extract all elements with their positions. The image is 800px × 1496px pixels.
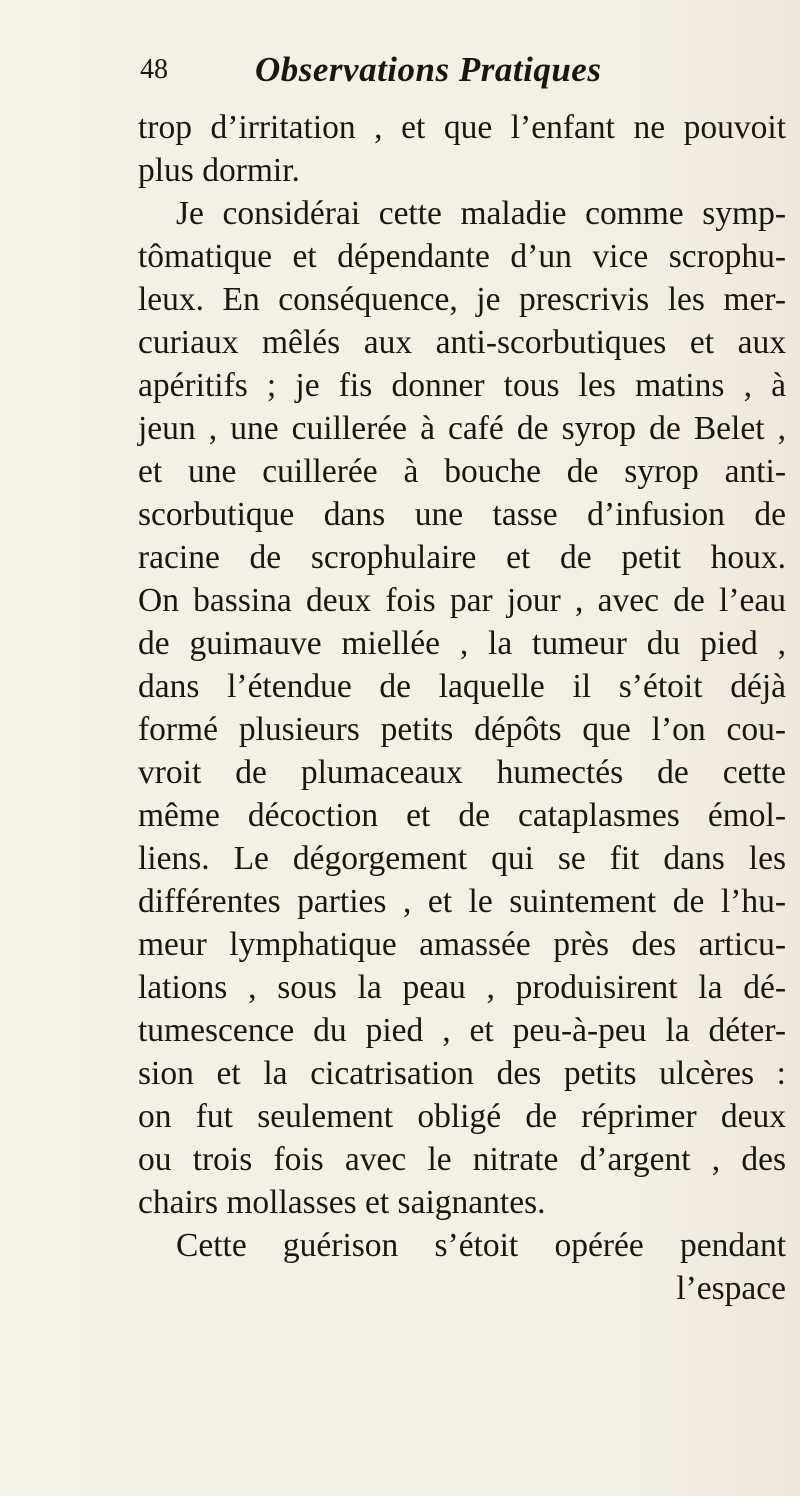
body-text [138,106,798,1310]
text-line: différentes parties , et le suintement de l’hu- [138,883,786,920]
text-line: racine de scrophulaire et de petit houx. [138,539,786,576]
text-line: sion et la cicatrisation des petits ulcères : [138,1055,786,1092]
text-line: liens. Le dégorgement qui se fit dans les [138,840,786,877]
text-line: On bassina deux fois par jour , avec de l’eau [138,582,786,619]
text-line: dans l’étendue de laquelle il s’étoit déjà [138,668,786,705]
text-line: et une cuillerée à bouche de syrop anti- [138,453,786,490]
text-line: vroit de plumaceaux humectés de cette [138,754,786,791]
text-line: tumescence du pied , et peu-à-peu la déter- [138,1012,786,1049]
text-line: leux. En conséquence, je prescrivis les mer- [138,281,786,318]
text-line: apéritifs ; je fis donner tous les matins , à [138,367,786,404]
paragraph-start-line: Cette guérison s’étoit opérée pendant [176,1227,786,1264]
text-line: formé plusieurs petits dépôts que l’on cou- [138,711,786,748]
text-line: tômatique et dépendante d’un vice scrophu- [138,238,786,275]
catchword-line: l’espace [676,1270,786,1307]
text-line: on fut seulement obligé de réprimer deux [138,1098,786,1135]
text-line: jeun , une cuillerée à café de syrop de Belet , [138,410,786,447]
text-line: chairs mollasses et saignantes. [138,1184,546,1221]
text-line: meur lymphatique amassée près des articu- [138,926,786,963]
text-line: trop d’irritation , et que l’enfant ne pouvoit [138,109,786,146]
text-line: de guimauve miellée , la tumeur du pied , [138,625,786,662]
text-line: ou trois fois avec le nitrate d’argent , des [138,1141,786,1178]
text-line: lations , sous la peau , produisirent la dé- [138,969,786,1006]
running-title: Observations Pratiques [255,50,602,89]
page-number: 48 [140,54,168,85]
paragraph-start-line: Je considérai cette maladie comme symp- [176,195,786,232]
text-line: plus dormir. [138,152,300,189]
text-line: même décoction et de cataplasmes émol- [138,797,786,834]
text-line: scorbutique dans une tasse d’infusion de [138,496,786,533]
text-line: curiaux mêlés aux anti-scorbutiques et aux [138,324,786,361]
